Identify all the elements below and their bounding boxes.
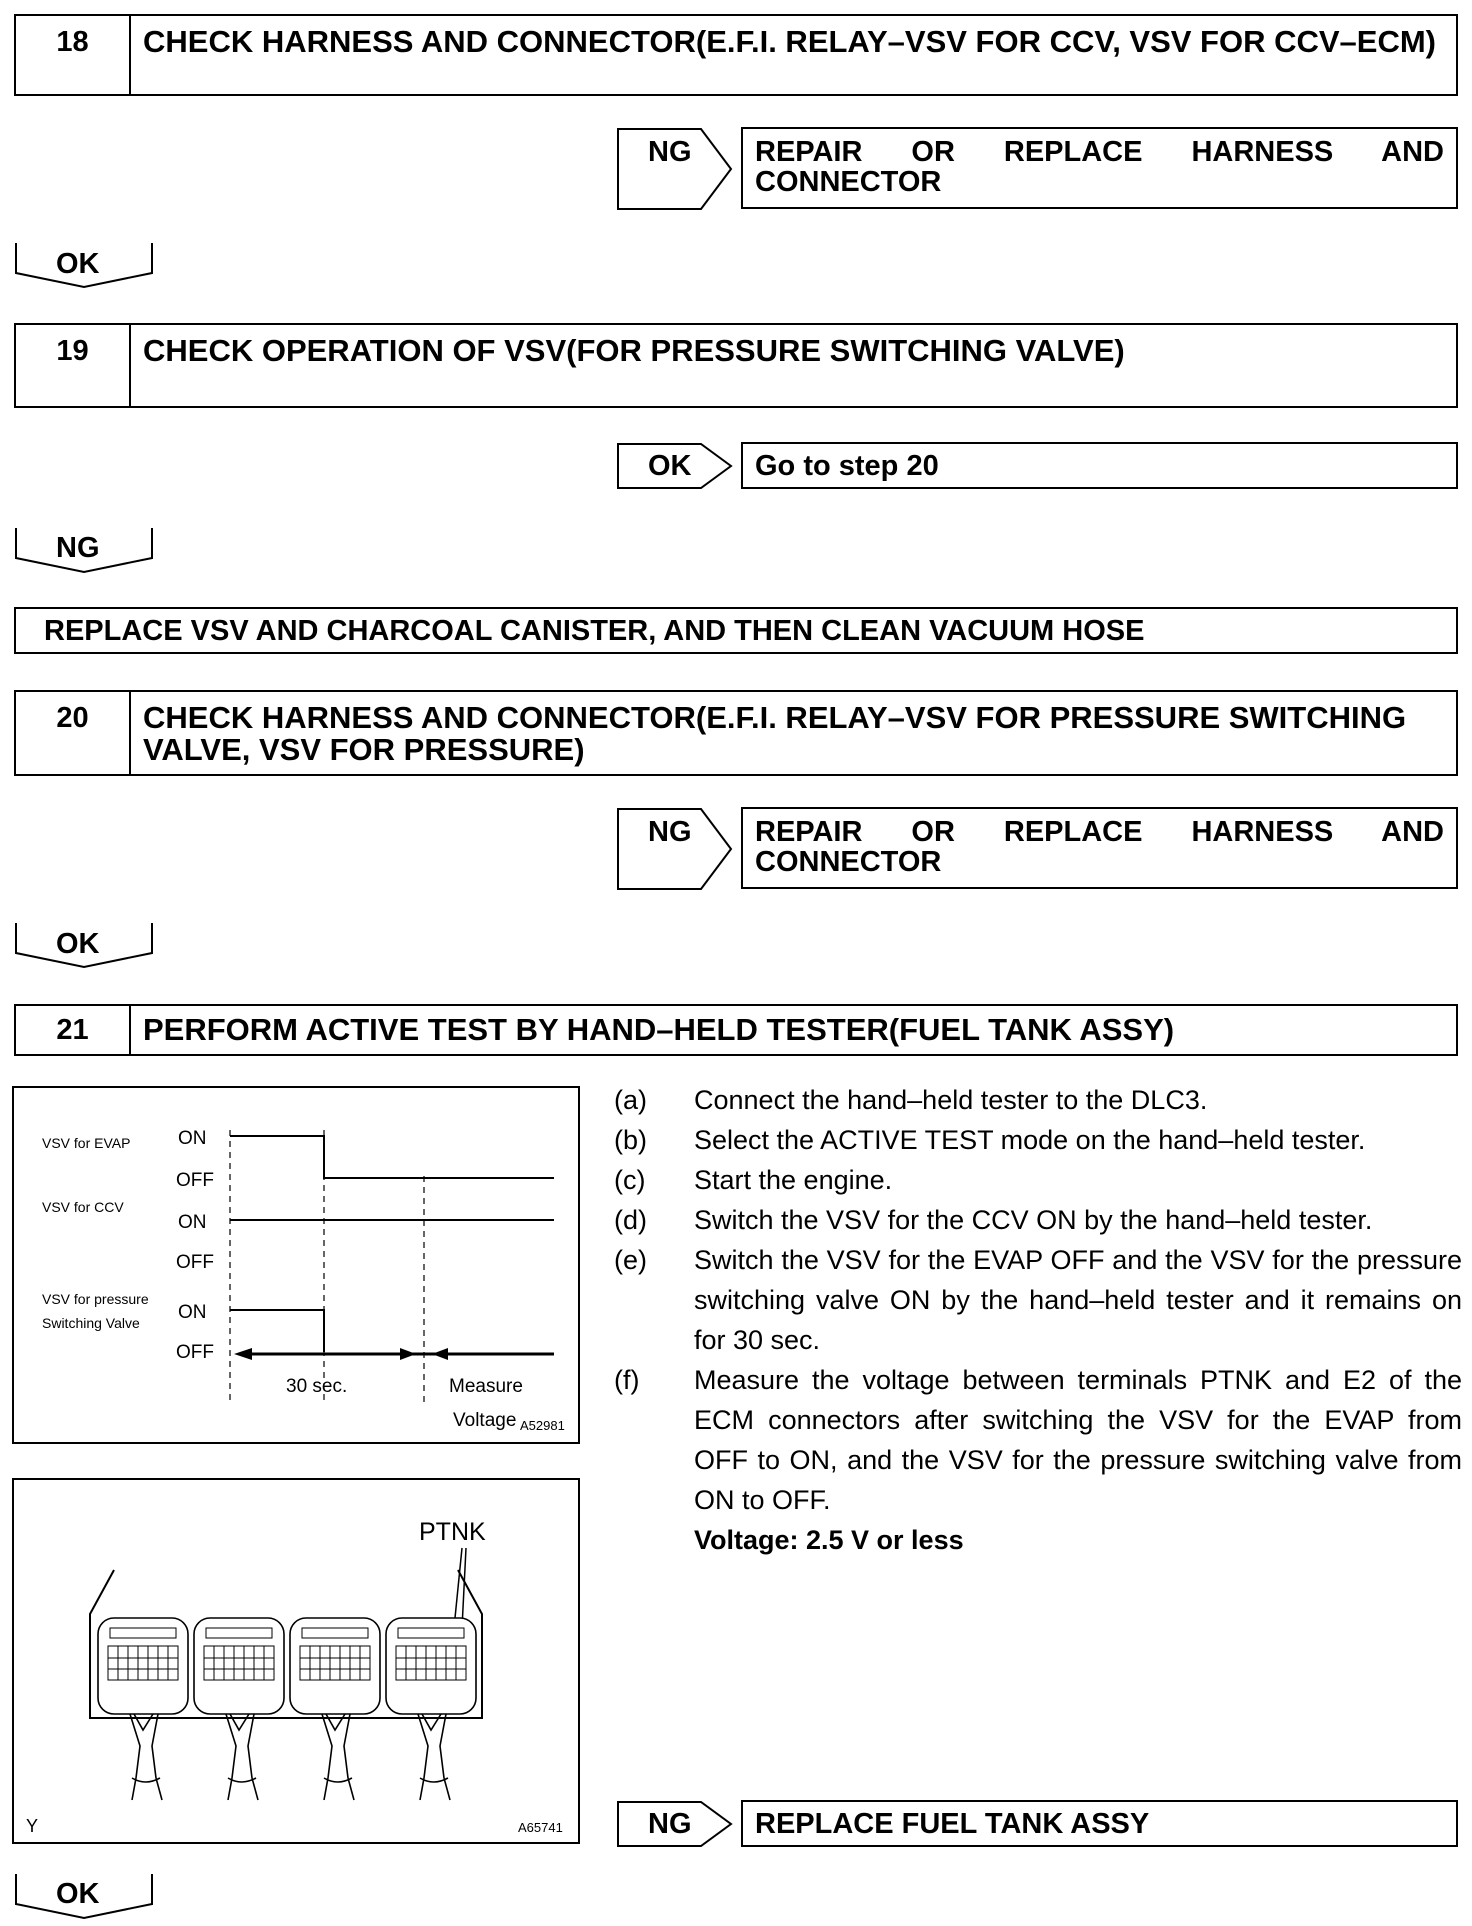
down-label: OK <box>56 248 100 280</box>
on-label: ON <box>178 1128 207 1149</box>
measure-label-1: Measure <box>449 1376 523 1397</box>
step-title: CHECK OPERATION OF VSV(FOR PRESSURE SWITCHING VALVE) <box>143 333 1125 368</box>
measure-label-2: Voltage <box>453 1410 517 1431</box>
on-label: ON <box>178 1212 207 1233</box>
terminal-label: PTNK <box>419 1518 486 1546</box>
step-18-header <box>14 14 1458 96</box>
instruction-text: Switch the VSV for the CCV ON by the hand–held tester. <box>694 1205 1373 1235</box>
row3-label-1: VSV for pressure <box>42 1291 149 1307</box>
result-text: REPLACE VSV AND CHARCOAL CANISTER, AND THEN CLEAN VACUUM HOSE <box>44 615 1145 647</box>
off-label: OFF <box>176 1342 214 1363</box>
figure-code: A65741 <box>518 1820 563 1835</box>
down-label: NG <box>56 532 100 564</box>
instruction-letter: (b) <box>614 1125 647 1155</box>
instruction-text: Switch the VSV for the EVAP OFF and the VSV for the pressure switching valve ON by the hand–held tester and it remains on for 30 sec. <box>694 1245 1462 1355</box>
instruction-item <box>614 1120 1462 1160</box>
timing-diagram <box>12 1086 580 1444</box>
instruction-item <box>614 1200 1462 1240</box>
step-title: PERFORM ACTIVE TEST BY HAND–HELD TESTER(FUEL TANK ASSY) <box>143 1012 1175 1047</box>
branch-result <box>741 1800 1458 1847</box>
instruction-letter: (d) <box>614 1205 647 1235</box>
step-number: 19 <box>16 325 131 406</box>
corner-mark: Y <box>26 1816 39 1836</box>
off-label: OFF <box>176 1252 214 1273</box>
voltage-spec: Voltage: 2.5 V or less <box>694 1525 964 1555</box>
on-label: ON <box>178 1302 207 1323</box>
instruction-letter: (e) <box>614 1245 647 1275</box>
branch-result <box>741 807 1458 889</box>
instruction-letter: (c) <box>614 1165 646 1195</box>
step-21-header <box>14 1004 1458 1056</box>
branch-result-text: REPLACE FUEL TANK ASSY <box>755 1808 1150 1840</box>
branch-label: NG <box>648 1808 692 1840</box>
branch-result <box>741 442 1458 489</box>
branch-label: OK <box>648 450 692 482</box>
down-label: OK <box>56 928 100 960</box>
step-19-header <box>14 323 1458 408</box>
step-number: 21 <box>16 1006 131 1054</box>
instruction-item <box>614 1360 1462 1520</box>
instruction-letter: (f) <box>614 1365 640 1395</box>
step-title: CHECK HARNESS AND CONNECTOR(E.F.I. RELAY–VSV FOR CCV, VSV FOR CCV–ECM) <box>143 24 1437 59</box>
branch-result-text: REPAIR OR REPLACE HARNESS AND CONNECTOR <box>755 136 1444 198</box>
instruction-text: Measure the voltage between terminals PTNK and E2 of the ECM connectors after switching the VSV for the EVAP from OFF to ON, and the VSV for the pressure switching valve from ON to OFF. <box>694 1365 1462 1515</box>
instruction-letter: (a) <box>614 1085 647 1115</box>
instruction-item <box>614 1080 1462 1120</box>
row1-label: VSV for EVAP <box>42 1135 131 1151</box>
step-number: 20 <box>16 692 131 774</box>
figure-code: A52981 <box>520 1418 565 1433</box>
duration-label: 30 sec. <box>286 1376 348 1397</box>
instruction-list <box>614 1080 1462 1560</box>
branch-result-text: Go to step 20 <box>755 450 939 482</box>
instruction-text: Connect the hand–held tester to the DLC3. <box>694 1085 1208 1115</box>
branch-result <box>741 127 1458 209</box>
step-number: 18 <box>16 16 131 94</box>
off-label: OFF <box>176 1170 214 1191</box>
instruction-item <box>614 1240 1462 1360</box>
branch-result-text: REPAIR OR REPLACE HARNESS AND CONNECTOR <box>755 816 1444 878</box>
down-label: OK <box>56 1878 100 1910</box>
instruction-item <box>614 1160 1462 1200</box>
step-20-header <box>14 690 1458 776</box>
ecm-connector-diagram <box>12 1478 580 1844</box>
row2-label: VSV for CCV <box>42 1199 124 1215</box>
step-19-result <box>14 607 1458 654</box>
row3-label-2: Switching Valve <box>42 1315 140 1331</box>
instruction-text: Select the ACTIVE TEST mode on the hand–held tester. <box>694 1125 1366 1155</box>
instruction-text: Start the engine. <box>694 1165 893 1195</box>
step-title: CHECK HARNESS AND CONNECTOR(E.F.I. RELAY–VSV FOR PRESSURE SWITCHING VALVE, VSV FOR PRESSURE) <box>143 700 1407 767</box>
branch-label: NG <box>648 816 692 848</box>
branch-label: NG <box>648 136 692 168</box>
